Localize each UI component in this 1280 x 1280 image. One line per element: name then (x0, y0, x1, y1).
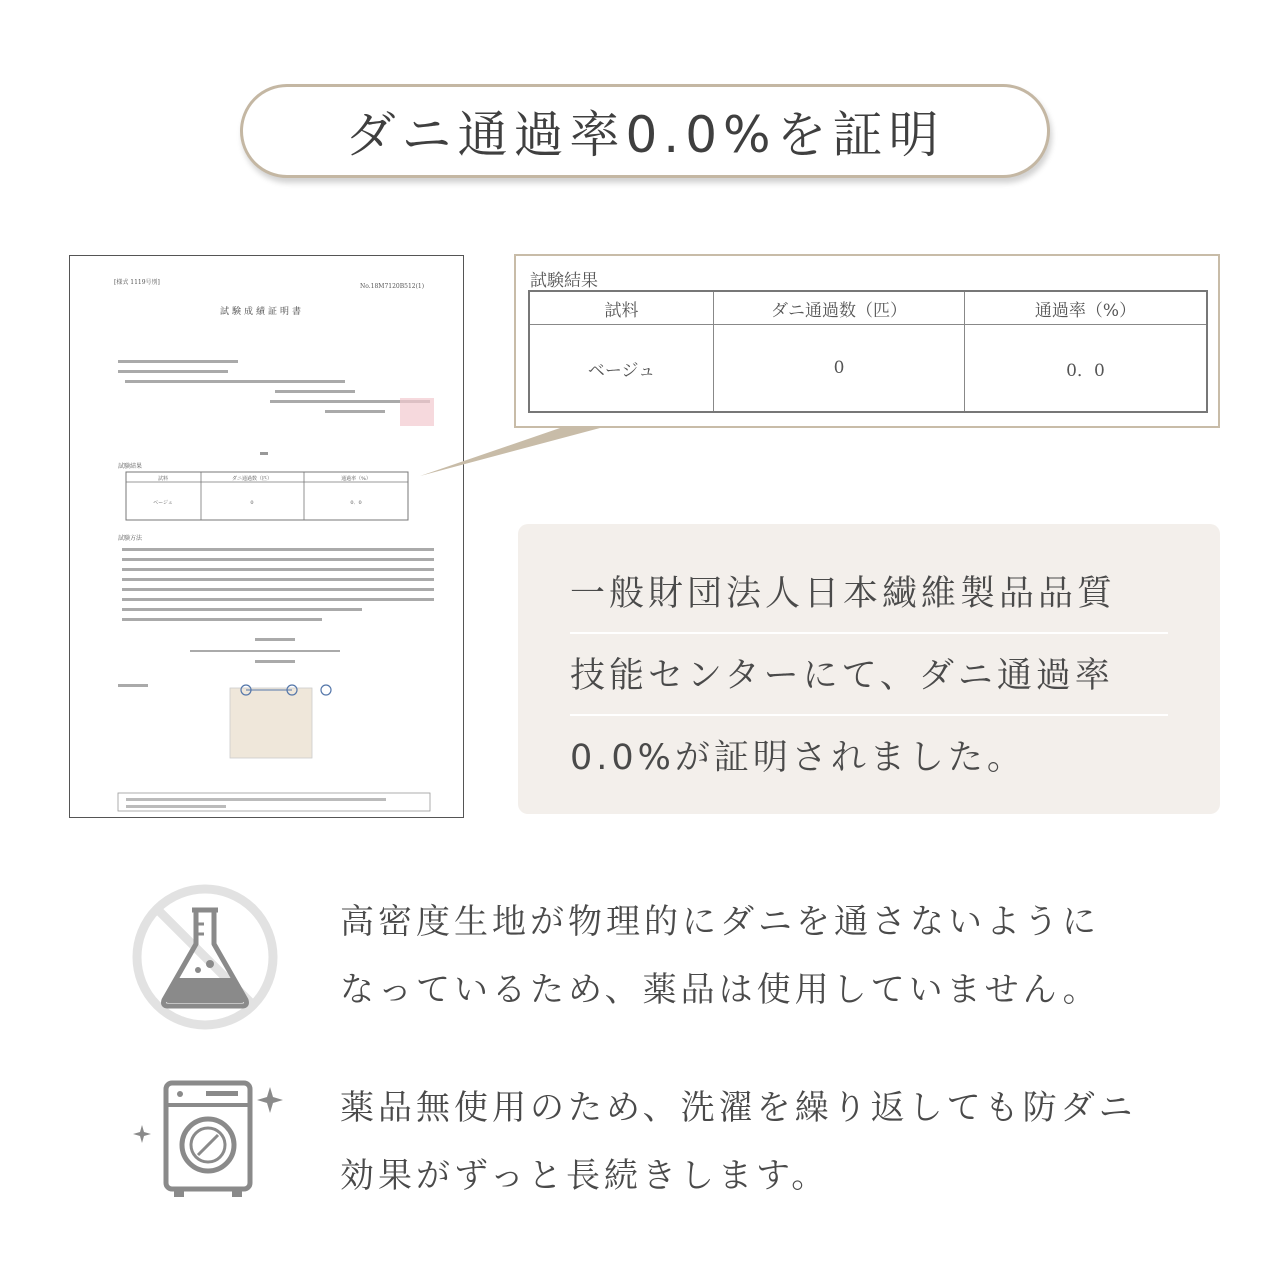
doc-text-lines (118, 360, 430, 413)
fabric-sample-image (230, 685, 331, 758)
feature-2-line-1: 薬品無使用のため、洗濯を繰り返しても防ダニ (340, 1088, 1137, 1128)
doc-header-right: No.18M7120B512(1) (360, 283, 425, 290)
feature-no-chemicals (340, 888, 1101, 1024)
th-sample: 試料 (529, 291, 714, 325)
doc-td-rate: 0．0 (350, 500, 362, 506)
description-line-2: 技能センターにて、ダニ通過率 (570, 632, 1168, 716)
doc-header-left: [様式 1119号別] (114, 279, 160, 286)
zoomed-result-panel (514, 254, 1220, 428)
result-table (528, 290, 1208, 413)
no-chemical-flask-icon (130, 882, 280, 1032)
feature-2-line-2: 効果がずっと長続きします。 (340, 1156, 830, 1196)
washing-machine-icon (128, 1075, 288, 1200)
doc-th-sample: 試料 (157, 476, 169, 482)
sparkle-icon (133, 1125, 151, 1143)
doc-result-table (126, 472, 408, 520)
certification-description-panel (518, 524, 1220, 814)
doc-td-passed: 0 (250, 500, 254, 506)
result-table-header-row (529, 291, 1207, 325)
red-seal-stamp (400, 398, 434, 426)
th-pass-rate: 通過率（%） (965, 291, 1208, 325)
description-line-3: 0.0%が証明されました。 (570, 738, 1026, 778)
certificate-body (70, 256, 465, 819)
td-sample: ベージュ (529, 325, 714, 413)
description-line-1: 一般財団法人日本繊維製品品質 (570, 550, 1168, 634)
doc-th-rate: 通過率（%） (341, 476, 371, 482)
td-pass-rate: 0．0 (965, 325, 1208, 413)
feature-1-line-1: 高密度生地が物理的にダニを通さないように (340, 902, 1100, 942)
th-mites-passed: ダニ通過数（匹） (714, 291, 965, 325)
feature-1-line-2: なっているため、薬品は使用していません。 (340, 970, 1101, 1010)
doc-section-label: 試験結果 (118, 463, 143, 470)
feature-washable (340, 1074, 1137, 1210)
doc-method-lines (118, 548, 434, 687)
result-section-title: 試験結果 (530, 271, 598, 291)
td-mites-passed: 0 (714, 325, 965, 413)
title-banner (240, 84, 1050, 178)
doc-td-sample: ベージュ (153, 500, 173, 506)
sparkle-icon (257, 1087, 283, 1113)
result-table-row (529, 325, 1207, 413)
doc-title: 試験成績証明書 (220, 307, 305, 317)
doc-method-label: 試験方法 (118, 535, 143, 542)
doc-th-passed: ダニ通過数（匹） (231, 476, 273, 482)
doc-footnote-box (118, 793, 430, 811)
test-certificate-document (69, 255, 464, 818)
page-title: ダニ通過率0.0%を証明 (345, 106, 945, 164)
